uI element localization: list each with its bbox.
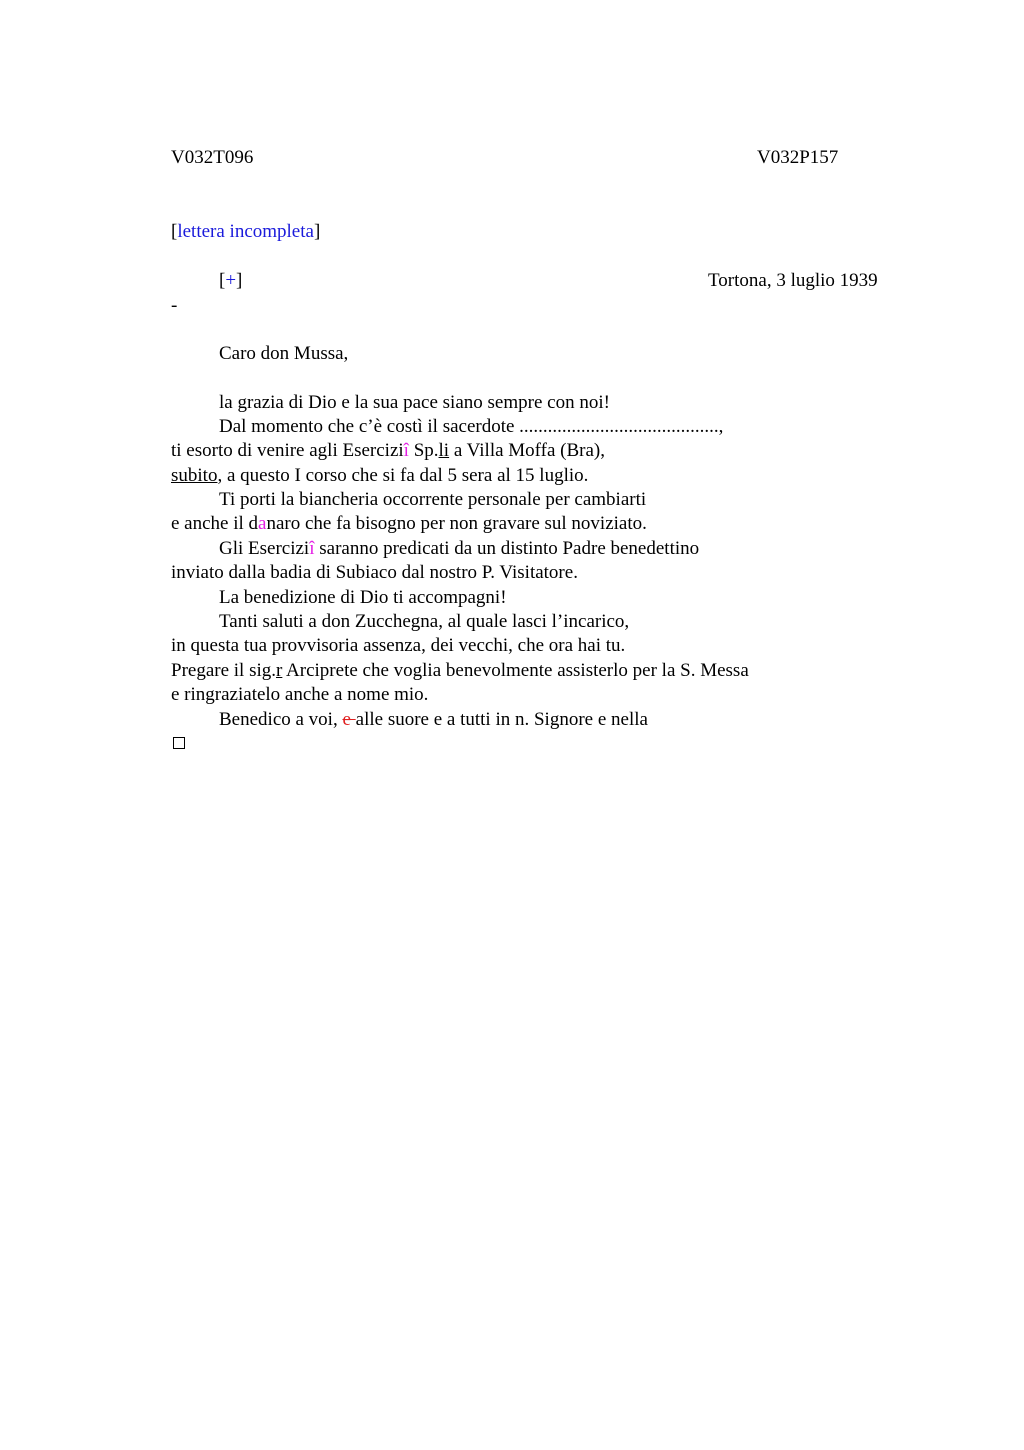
body-line: ti esorto di venire agli Eserciziî Sp.li a Villa Moffa (Bra), [171,440,606,461]
body-line: Tanti saluti a don Zucchegna, al quale lasci l’incarico, [219,611,630,632]
body-line: Dal momento che c’è costì il sacerdote .........................................., [219,416,724,437]
dash-mark: - [171,295,178,316]
document-code-left: V032T096 [171,147,254,168]
body-line: Gli Eserciziî saranno predicati da un distinto Padre benedettino [219,538,700,559]
salutation: Caro don Mussa, [219,343,349,364]
plus-marker: [+] [219,270,243,291]
page-code-right: V032P157 [757,147,839,168]
editorial-note: [lettera incompleta] [171,221,321,242]
body-line: in questa tua provvisoria assenza, dei vecchi, che ora hai tu. [171,635,626,656]
body-line: Ti porti la biancheria occorrente personale per cambiarti [219,489,647,510]
body-line: subito, a questo I corso che si fa dal 5 sera al 15 luglio. [171,465,589,486]
body-line: la grazia di Dio e la sua pace siano sempre con noi! [219,392,610,413]
body-line: Benedico a voi, e alle suore e a tutti in n. Signore e nella [219,709,648,730]
body-line: Pregare il sig.r Arciprete che voglia benevolmente assisterlo per la S. Messa [171,660,749,681]
body-line: La benedizione di Dio ti accompagni! [219,587,507,608]
place-date: Tortona, 3 luglio 1939 [708,270,878,291]
editorial-note-text: lettera incompleta [177,221,314,242]
deleted-text: e [342,709,356,730]
body-line: e anche il danaro che fa bisogno per non gravare sul noviziato. [171,513,647,534]
end-box-icon [173,737,185,749]
body-line: inviato dalla badia di Subiaco dal nostro P. Visitatore. [171,562,578,583]
body-line: e ringraziatelo anche a nome mio. [171,684,429,705]
